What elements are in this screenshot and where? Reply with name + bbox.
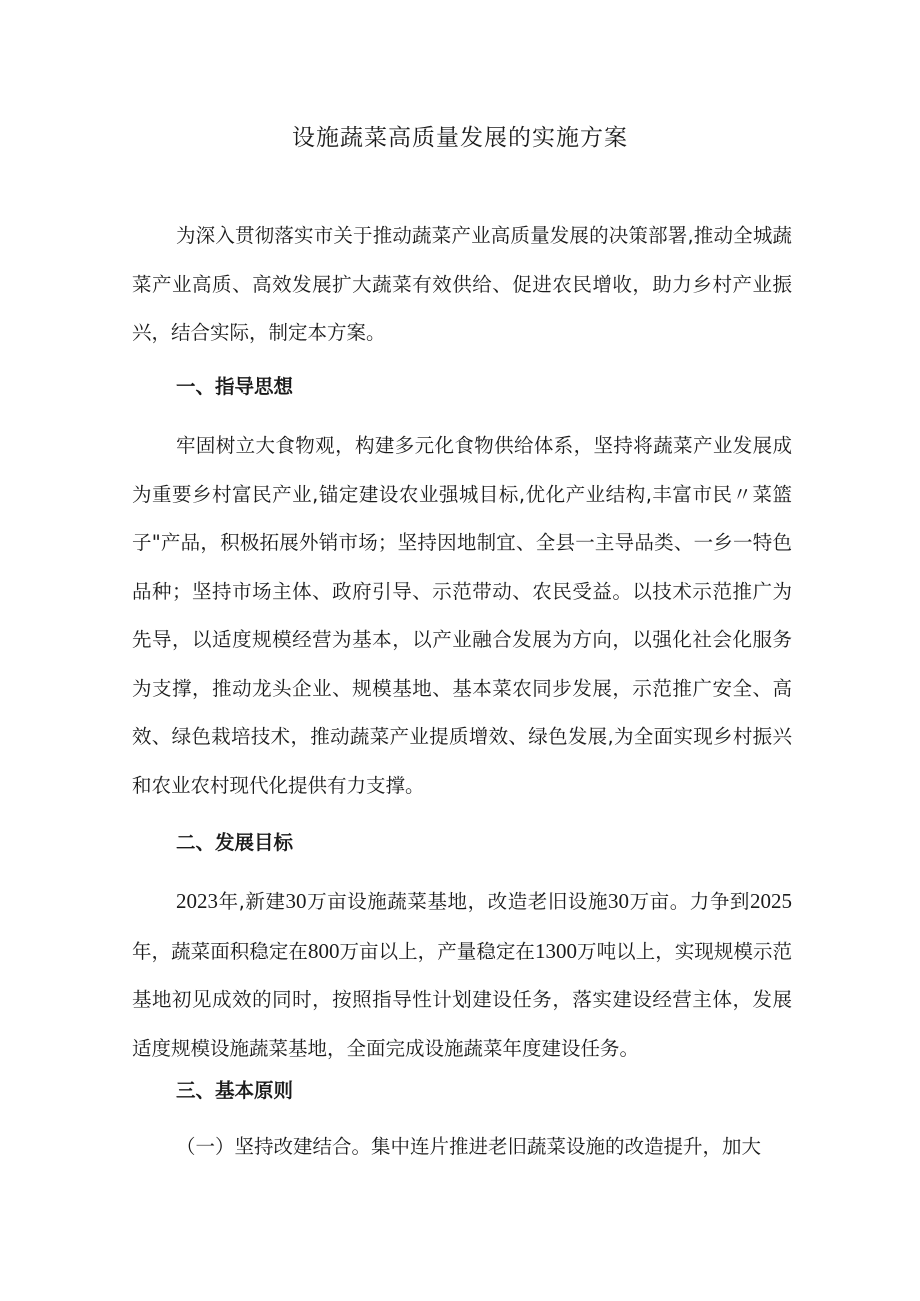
goal-year-2025: 2025	[749, 889, 792, 913]
development-goals-paragraph: 2023年,新建30万亩设施蔬菜基地，改造老旧设施30万亩。力争到2025年，蔬菜面积稳定在800万亩以上，产量稳定在1300万吨以上，实现规模示范基地初见成效的同时，按照指导性计划建设任务，落实建设经营主体，发展适度规模设施蔬菜基地，全面完成设施蔬菜年度建设任务。	[132, 889, 792, 1060]
intro-paragraph: 为深入贯彻落实市关于推动蔬菜产业高质量发展的决策部署,推动全城蔬菜产业高质、高效发展扩大蔬菜有效供给、促进农民增收，助力乡村产业振兴，结合实际，制定本方案。	[132, 224, 792, 344]
section-heading-guiding-ideology: 一、指导思想	[176, 375, 294, 398]
guiding-ideology-paragraph: 牢固树立大食物观，构建多元化食物供给体系，坚持将蔬菜产业发展成为重要乡村富民产业,锚定建设农业强城目标,优化产业结构,丰富市民〃菜篮子"产品，积极拓展外销市场；坚持因地制宜、全县一主导品类、一乡一特色品种；坚持市场主体、政府引导、示范带动、农民受益。以技术示范推广为先导，以适度规模经营为基本，以产业融合发展为方向，以强化社会化服务为支撑，推动龙头企业、规模基地、基本菜农同步发展，示范推广安全、高效、绿色栽培技术，推动蔬菜产业提质增效、绿色发展,为全面实现乡村振兴和农业农村现代化提供有力支撑。	[132, 434, 792, 797]
basic-principles-paragraph: （一）坚持改建结合。集中连片推进老旧蔬菜设施的改造提升，加大	[176, 1135, 762, 1158]
document-title: 设施蔬菜高质量发展的实施方案	[292, 125, 628, 151]
section-heading-basic-principles: 三、基本原则	[176, 1079, 294, 1102]
section-heading-development-goals: 二、发展目标	[176, 831, 294, 854]
goal-year-2023: 2023	[176, 889, 218, 913]
